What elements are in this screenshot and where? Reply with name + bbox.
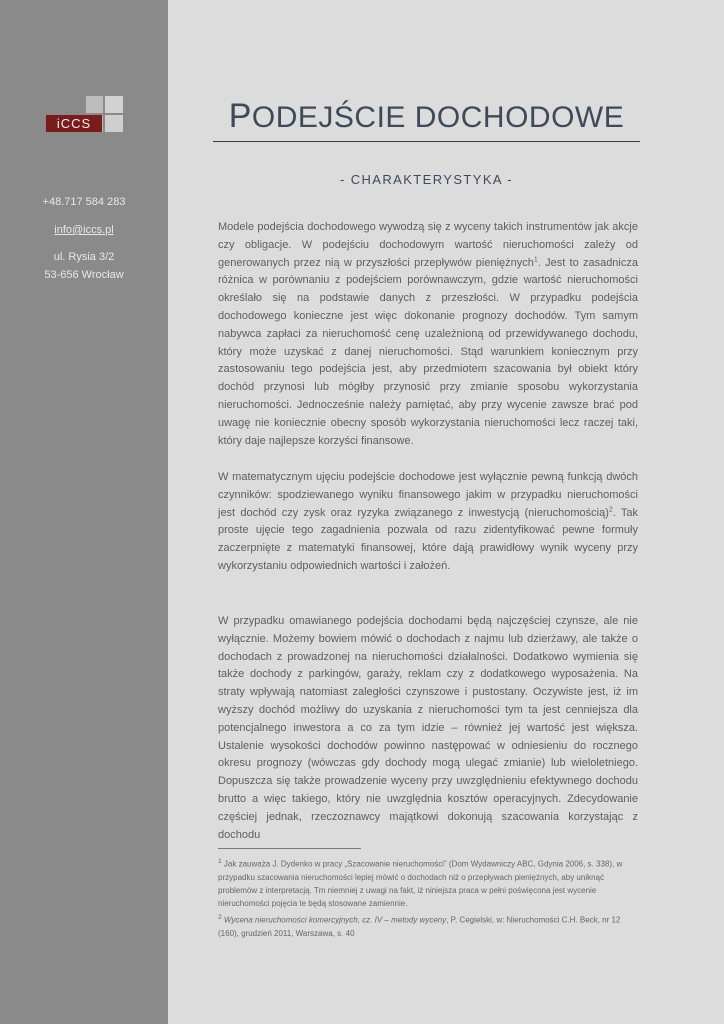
sidebar (0, 0, 168, 1024)
page-subtitle: - CHARAKTERYSTYKA - (339, 172, 513, 187)
logo-square (105, 96, 123, 113)
contact-phone: +48.717 584 283 (42, 196, 126, 208)
footnote-2-number: 2 (218, 914, 222, 921)
title-first-letter: P (228, 97, 252, 135)
paragraph-1 (218, 219, 638, 450)
footnote-divider (218, 848, 361, 849)
paragraph-2-text-a: W matematycznym ujęciu podejście dochodowe jest wyłącznie pewną funkcją dwóch czynników: spodziewanego wyniku finansowego jakim w przypadku nieruchomości jest dochód czy zysk oraz ryzyka związanego z inwestycją (nieruchomością) (218, 471, 638, 519)
paragraph-3: W przypadku omawianego podejścia dochodami będą najczęściej czynsze, ale nie wyłącznie. Możemy bowiem mówić o dochodach z najmu lub dzierżawy, ale także o dochodach z prowadzonej na nieruchomości działalności. Dodatkowo wymienia się także dochody z parkingów, garaży, reklam czy z dodatkowego wyposażenia. Na straty wpływają natomiast zaległości czynszowe i pustostany. Oczywiste jest, iż im wyższy dochód możliwy do uzyskania z nieruchomości tym ta jest cenniejsza dla potencjalnego inwestora a co za tym idzie – również jej wartość jest większa. Ustalenie wysokości dochodów powinno następować w odniesieniu do rocznego okresu prognozy (wówczas gdy dochody mogą ulegać zmianie) lub wieloletniego. Dopuszcza się także prowadzenie wyceny przy uwzględnieniu efektywnego dochodu brutto a więc takiego, który nie uwzględnia kosztów operacyjnych. Zdecydowanie częściej jednak, rzeczoznawcy majątkowi dokonują szacowania korzystając z dochodu (218, 615, 638, 841)
contact-address-city: 53-656 Wrocław (44, 269, 124, 281)
logo-square (86, 96, 103, 113)
footnote-2-italic-title: Wycena nieruchomości komercyjnych, cz. IV – metody wyceny (221, 915, 447, 925)
page-title (213, 97, 640, 136)
footnote-ref-2: 2 (608, 505, 613, 513)
paragraph-2 (218, 469, 638, 576)
title-rest: ODEJŚCIE DOCHODOWE (251, 101, 625, 134)
footnote-1-number: 1 (218, 858, 222, 865)
title-underline (213, 141, 640, 142)
main-content (168, 0, 724, 1024)
paragraph-2-text-b: . Tak proste ujęcie tego zagadnienia pozwala od razu zidentyfikować pewne formuły zaczerpnięte z matematyki finansowej, które dają prawidłowy wynik wyceny przy wykorzystaniu odpowiednich wartości i założeń. (218, 506, 639, 572)
footnote-2-text: , P. Cegielski, w: Nieruchomości C.H. Beck, nr 12 (160), grudzień 2011, Warszawa, s. 40 (218, 915, 621, 938)
footnote-1-text: Jak zauważa J. Dydenko w pracy „Szacowanie nieruchomości” (Dom Wydawniczy ABC, Gdynia 2006, s. 338), w przypadku szacowania nieruchomości lepiej mówić o dochodach niż o przepływach pieniężnych, aby uniknąć problemów z interpretacją. Tm niemniej z uwagi na fakt, iż niniejsza praca w pełni poświęcona jest wycenie nieruchomości pojęcia te będą stosowane zamiennie. (218, 859, 623, 908)
contact-email-link[interactable]: info@iccs.pl (54, 224, 114, 236)
logo-text: iCCS (46, 115, 102, 132)
company-logo (46, 96, 126, 134)
footnote-1 (218, 855, 638, 910)
logo-square (105, 115, 123, 132)
footnote-ref-1: 1 (533, 255, 538, 263)
paragraph-1-text-a: Modele podejścia dochodowego wywodzą się z wyceny takich instrumentów jak akcje czy obligacje. W podejściu dochodowym wartość nieruchomości zależy od generowanych przez nią w przyszłości przepływów pieniężnych (218, 221, 638, 269)
paragraph-1-text-b: . Jest to zasadnicza różnica w porównaniu z podejściem porównawczym, gdzie wartość nieruchomości określało się na podstawie danych z przeszłości. W przypadku podejścia dochodowego konieczne jest więc dokonanie prognozy dochodów. Tym samym nabywca zapłaci za nieruchomość cenę uzależnioną od przewidywanego dochodu, który może uzyskać z danej nieruchomości. Stąd warunkiem koniecznym przy zastosowaniu tego podejścia jest, aby przedmiotem szacowania był obiekt który dochód przynosi lub mógłby przynosić przy zmianie sposobu wykorzystania nieruchomości. Jednocześnie należy pamiętać, aby przy wycenie zawsze brać pod uwagę nie koniecznie obecny sposób wykorzystania nieruchomości lecz raczej taki, który daje najlepsze korzyści finansowe. (218, 256, 638, 447)
footnote-2 (218, 911, 638, 940)
contact-address-street: ul. Rysia 3/2 (53, 251, 115, 263)
